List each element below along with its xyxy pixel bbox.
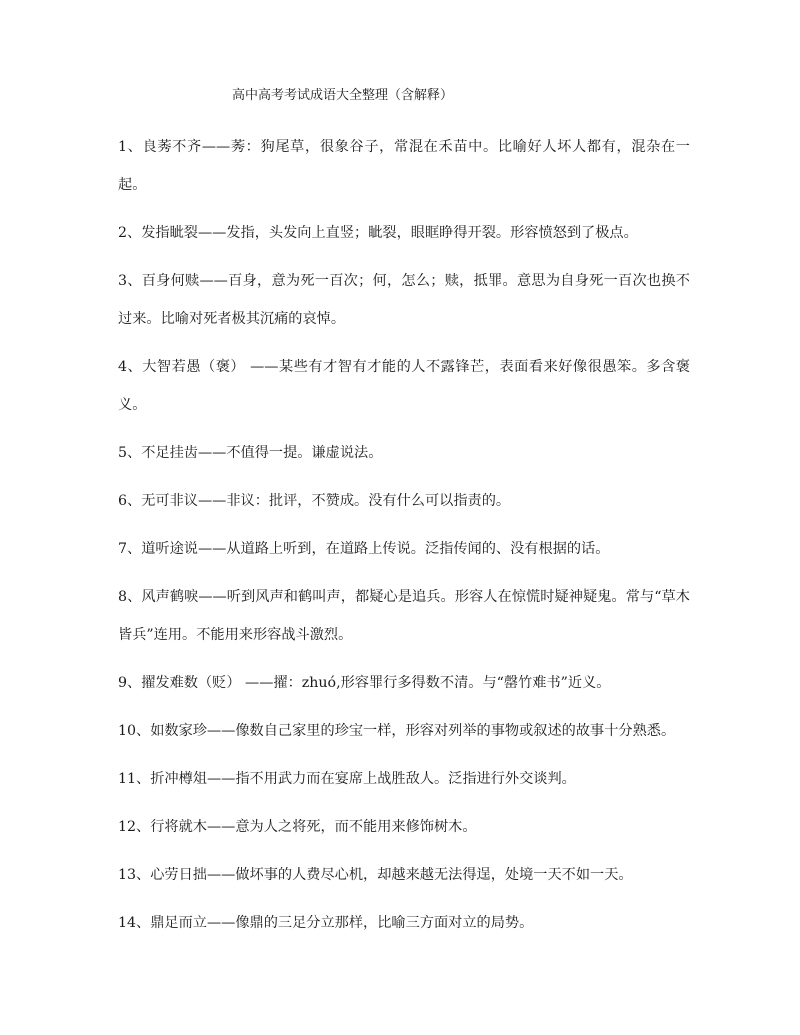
- idiom-entry: 9、擢发难数（贬） ——擢：zhuó,形容罪行多得数不清。与“罄竹难书”近义。: [118, 675, 611, 691]
- idiom-entry: 2、发指眦裂——发指，头发向上直竖；眦裂，眼眶睁得开裂。形容愤怒到了极点。: [118, 225, 638, 241]
- document-title: 高中高考考试成语大全整理（含解释）: [232, 88, 454, 103]
- idiom-entry: 12、行将就木——意为人之将死，而不能用来修饰树木。: [118, 819, 477, 835]
- idiom-entry: 6、无可非议——非议：批评，不赞成。没有什么可以指责的。: [118, 493, 511, 509]
- idiom-entry: 11、折冲樽俎——指不用武力而在宴席上战胜敌人。泛指进行外交谈判。: [118, 771, 576, 787]
- idiom-list: [118, 128, 690, 952]
- idiom-entry: 4、大智若愚（褒） ——某些有才智有才能的人不露锋芒，表面看来好像很愚笨。多含褒义。: [118, 359, 690, 413]
- idiom-entry: 3、百身何赎——百身，意为死一百次；何，怎么；赎，抵罪。意思为自身死一百次也换不过来。比喻对死者极其沉痛的哀悼。: [118, 273, 690, 327]
- idiom-entry: 1、良莠不齐——莠：狗尾草，很象谷子，常混在禾苗中。比喻好人坏人都有，混杂在一起。: [118, 139, 690, 193]
- idiom-entry: 5、不足挂齿——不值得一提。谦虚说法。: [118, 445, 383, 461]
- idiom-entry: 10、如数家珍——像数自己家里的珍宝一样，形容对列举的事物或叙述的故事十分熟悉。: [118, 723, 676, 739]
- idiom-entry: 7、道听途说——从道路上听到，在道路上传说。泛指传闻的、没有根据的话。: [118, 541, 610, 557]
- idiom-entry: 14、鼎足而立——像鼎的三足分立那样，比喻三方面对立的局势。: [118, 915, 534, 931]
- idiom-entry: 13、心劳日拙——做坏事的人费尽心机，却越来越无法得逞，处境一天不如一天。: [118, 867, 633, 883]
- idiom-entry: 8、风声鹤唳——听到风声和鹤叫声，都疑心是追兵。形容人在惊慌时疑神疑鬼。常与“草木皆兵”连用。不能用来形容战斗激烈。: [118, 589, 690, 643]
